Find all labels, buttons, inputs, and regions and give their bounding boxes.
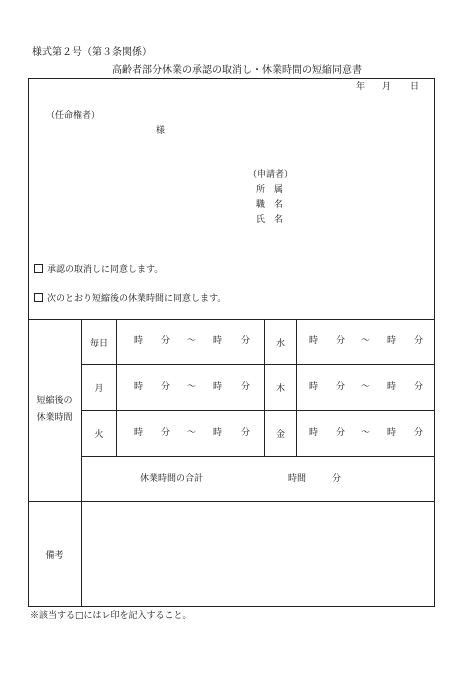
time-minute: 分	[161, 428, 171, 438]
time-minute: 分	[414, 428, 424, 438]
time-hour: 時	[387, 382, 397, 392]
time-minute: 分	[161, 336, 171, 346]
mid-column-line-2	[296, 319, 297, 456]
schedule-side-label-line1: 短縮後の	[36, 396, 73, 406]
appointer-honorific: 様	[156, 126, 166, 136]
time-tilde: ～	[361, 382, 371, 392]
applicant-label: （申請者）	[248, 170, 294, 180]
day-tuesday: 火	[94, 430, 104, 440]
time-hour: 時	[387, 336, 397, 346]
day-everyday: 毎日	[89, 338, 108, 349]
time-hour: 時	[309, 336, 319, 346]
row-line-3	[82, 456, 435, 457]
option-shorten-hours[interactable]	[34, 293, 226, 304]
option-shorten-hours-label: 次のとおり短縮後の休業時間に同意します。	[47, 294, 227, 304]
time-hour: 時	[387, 428, 397, 438]
time-minute: 分	[336, 382, 346, 392]
appointer-label: （任命権者）	[46, 111, 101, 121]
day-friday: 金	[275, 430, 285, 440]
total-minutes-unit: 分	[332, 474, 342, 484]
day-column-line-left	[116, 319, 117, 456]
time-tilde: ～	[361, 336, 371, 346]
remarks-field[interactable]	[82, 502, 434, 606]
remarks-label: 備考	[45, 551, 64, 561]
time-minute: 分	[414, 336, 424, 346]
applicant-position: 職 名	[256, 200, 284, 210]
checkbox-shorten-hours[interactable]	[34, 293, 43, 302]
row-line-2	[82, 410, 435, 411]
time-tilde: ～	[187, 336, 197, 346]
time-tilde: ～	[187, 382, 197, 392]
footnote: ※該当する□にはレ印を記入すること。	[30, 611, 192, 621]
applicant-dept: 所 属	[256, 185, 284, 195]
time-minute: 分	[161, 382, 171, 392]
total-hours-unit: 時間	[288, 474, 307, 484]
applicant-name: 氏 名	[256, 215, 284, 225]
time-tilde: ～	[361, 428, 371, 438]
time-tilde: ～	[187, 428, 197, 438]
time-hour: 時	[213, 382, 223, 392]
row-line-1	[82, 364, 435, 365]
day-thursday: 木	[275, 384, 285, 394]
time-hour: 時	[309, 428, 319, 438]
time-minute: 分	[241, 382, 251, 392]
time-hour: 時	[213, 336, 223, 346]
date-day: 日	[410, 82, 420, 92]
time-minute: 分	[241, 428, 251, 438]
time-hour: 時	[134, 382, 144, 392]
time-minute: 分	[414, 382, 424, 392]
document-title: 高齢者部分休業の承認の取消し・休業時間の短縮同意書	[112, 65, 362, 76]
total-hours-label: 休業時間の合計	[140, 474, 204, 484]
time-minute: 分	[336, 428, 346, 438]
option-cancel-approval[interactable]	[34, 264, 163, 275]
option-cancel-approval-label: 承認の取消しに同意します。	[47, 265, 164, 275]
time-hour: 時	[134, 428, 144, 438]
time-hour: 時	[134, 336, 144, 346]
time-hour: 時	[309, 382, 319, 392]
schedule-side-label-line2: 休業時間	[36, 413, 73, 423]
time-minute: 分	[241, 336, 251, 346]
schedule-side-label	[28, 393, 81, 427]
day-wednesday: 水	[275, 338, 285, 349]
time-hour: 時	[213, 428, 223, 438]
date-year: 年	[356, 82, 366, 92]
checkbox-cancel-approval[interactable]	[34, 264, 43, 273]
form-number-label: 様式第２号（第３条関係）	[32, 47, 152, 58]
date-month: 月	[382, 82, 392, 92]
day-monday: 月	[94, 384, 104, 394]
time-minute: 分	[336, 336, 346, 346]
